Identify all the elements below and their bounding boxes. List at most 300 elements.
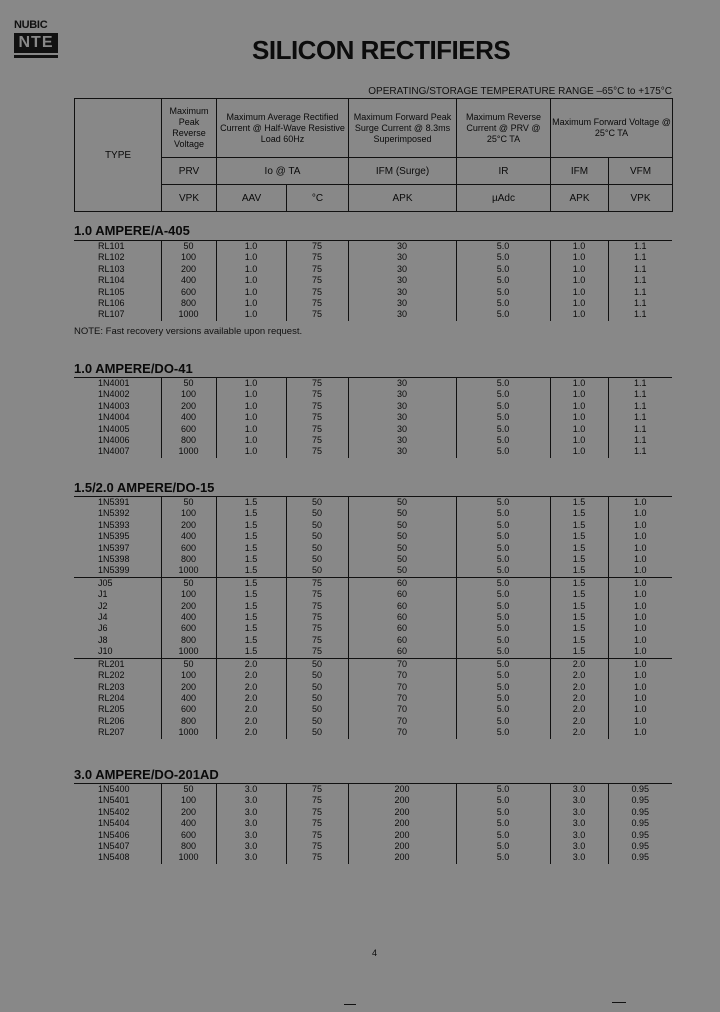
table-cell: 50 [286, 693, 348, 704]
table-cell: 1000 [161, 852, 216, 863]
table-cell: 5.0 [456, 670, 550, 681]
table-cell: 200 [161, 401, 216, 412]
part-number: 1N5392 [98, 508, 130, 519]
table-row [74, 412, 672, 423]
table-cell: 5.0 [456, 830, 550, 841]
part-number: RL201 [74, 658, 161, 670]
table-cell: 50 [161, 497, 216, 509]
table-row [74, 658, 672, 670]
table-cell: 200 [348, 830, 456, 841]
table-row [74, 446, 672, 457]
table-cell: 5.0 [456, 435, 550, 446]
table-cell: 1.0 [550, 298, 608, 309]
table-cell: 200 [348, 807, 456, 818]
part-number: 1N5408 [98, 852, 130, 863]
table-row [74, 554, 672, 565]
table-row [74, 252, 672, 263]
table-cell: 50 [286, 565, 348, 577]
table-cell: 5.0 [456, 520, 550, 531]
table-cell: 75 [286, 623, 348, 634]
table-cell: 3.0 [216, 818, 286, 829]
page-title: SILICON RECTIFIERS [252, 35, 511, 65]
table-cell: 600 [161, 424, 216, 435]
table-cell: 5.0 [456, 818, 550, 829]
table-cell: 3.0 [216, 807, 286, 818]
table-cell: 5.0 [456, 497, 550, 509]
table-cell: 1.1 [608, 446, 672, 457]
table-cell: 0.95 [608, 807, 672, 818]
table-cell: 1.0 [608, 646, 672, 658]
table-cell: 75 [286, 841, 348, 852]
part-number: 1N5402 [98, 806, 130, 817]
table-cell: 1.1 [608, 264, 672, 275]
table-cell: 400 [161, 818, 216, 829]
table-cell: 30 [348, 241, 456, 253]
table-cell: 1.0 [550, 264, 608, 275]
table-cell: 1.0 [608, 520, 672, 531]
part-number: RL102 [98, 252, 125, 263]
table-cell: 1.5 [216, 646, 286, 658]
part-number: 1N5391 [98, 497, 130, 507]
table-cell: 1.0 [216, 241, 286, 253]
table-cell: 5.0 [456, 612, 550, 623]
table-cell: 1.5 [216, 531, 286, 542]
table-cell: 1.5 [550, 554, 608, 565]
table-cell: 75 [286, 635, 348, 646]
part-number: RL204 [98, 692, 125, 703]
table-cell: 5.0 [456, 601, 550, 612]
table-cell: 1.0 [216, 275, 286, 286]
table-cell: 1.0 [550, 241, 608, 253]
table-cell: 1.0 [216, 378, 286, 390]
table-cell: 200 [161, 520, 216, 531]
part-number: 1N4001 [98, 378, 130, 388]
surge-description: Maximum Forward Peak Surge Current @ 8.3ms Superimposed [349, 99, 457, 158]
table-cell: 3.0 [550, 841, 608, 852]
table-cell: 30 [348, 435, 456, 446]
table-cell: 200 [161, 264, 216, 275]
table-cell: 1.5 [550, 531, 608, 542]
table-cell: 75 [286, 852, 348, 863]
part-number: 1N5398 [98, 554, 130, 565]
table-cell: 600 [161, 830, 216, 841]
table-row [74, 635, 672, 646]
table-cell: 0.95 [608, 818, 672, 829]
table-cell: 5.0 [456, 543, 550, 554]
table-cell: 75 [286, 646, 348, 658]
table-cell: 1.5 [550, 635, 608, 646]
table-cell: 50 [161, 658, 216, 670]
table-cell: 0.95 [608, 841, 672, 852]
unit-apk: APK [349, 185, 457, 212]
table-cell: 30 [348, 446, 456, 457]
table-cell: 0.95 [608, 852, 672, 863]
table-cell: 1.0 [608, 682, 672, 693]
table-cell: 75 [286, 612, 348, 623]
table-cell: 50 [286, 543, 348, 554]
table-cell: 30 [348, 424, 456, 435]
part-number: J4 [98, 612, 108, 623]
table-cell: 30 [348, 275, 456, 286]
table-cell: 70 [348, 670, 456, 681]
part-number: 1N4002 [98, 389, 130, 400]
type-header: TYPE [75, 99, 162, 212]
table-cell: 30 [348, 252, 456, 263]
table-cell: 1.1 [608, 389, 672, 400]
table-cell: 200 [161, 601, 216, 612]
part-number: RL205 [98, 704, 125, 715]
table-cell: 5.0 [456, 635, 550, 646]
table-cell: 1.0 [550, 378, 608, 390]
part-number: RL203 [98, 681, 125, 692]
table-row [74, 670, 672, 681]
table-cell: 2.0 [550, 727, 608, 738]
table-cell: 1.5 [550, 589, 608, 600]
table-cell: 3.0 [550, 818, 608, 829]
part-number: J8 [98, 634, 108, 645]
table-cell: 50 [348, 554, 456, 565]
table-cell: 800 [161, 554, 216, 565]
table-cell: 75 [286, 401, 348, 412]
table-cell: 5.0 [456, 309, 550, 320]
table-cell: 1.0 [608, 601, 672, 612]
table-cell: 30 [348, 378, 456, 390]
table-cell: 5.0 [456, 531, 550, 542]
table-cell: 50 [286, 670, 348, 681]
table-cell: 75 [286, 298, 348, 309]
table-cell: 100 [161, 252, 216, 263]
table-cell: 1.0 [216, 401, 286, 412]
temperature-range: OPERATING/STORAGE TEMPERATURE RANGE –65°C to +175°C [368, 86, 672, 97]
table-row [74, 612, 672, 623]
table-row [74, 784, 672, 796]
table-cell: 0.95 [608, 830, 672, 841]
table-cell: 1.5 [550, 601, 608, 612]
table-cell: 75 [286, 309, 348, 320]
part-number: RL106 [98, 298, 125, 309]
table-cell: 1.1 [608, 298, 672, 309]
table-cell: 1.0 [550, 309, 608, 320]
table-row [74, 727, 672, 738]
ifm-surge-symbol: IFM (Surge) [349, 158, 457, 185]
header-table [74, 98, 673, 212]
table-row [74, 378, 672, 390]
table-cell: 75 [286, 446, 348, 457]
table-cell: 1.0 [550, 389, 608, 400]
table-cell: 5.0 [456, 704, 550, 715]
section-title: 3.0 AMPERE/DO-201AD [74, 767, 219, 782]
table-cell: 0.95 [608, 795, 672, 806]
table-row [74, 589, 672, 600]
table-cell: 1.0 [608, 635, 672, 646]
part-number: 1N5404 [98, 818, 130, 829]
footer-mark-left [344, 1004, 356, 1005]
table-row [74, 287, 672, 298]
table-cell: 75 [286, 795, 348, 806]
table-cell: 2.0 [550, 716, 608, 727]
table-cell: 1.0 [216, 287, 286, 298]
table-cell: 2.0 [550, 658, 608, 670]
table-cell: 30 [348, 287, 456, 298]
table-cell: 1.1 [608, 424, 672, 435]
table-cell: 1.5 [216, 497, 286, 509]
table-cell: 1.1 [608, 435, 672, 446]
rectifier-table [74, 496, 672, 739]
table-cell: 75 [286, 435, 348, 446]
part-number: J10 [98, 646, 113, 657]
unit-aav: AAV [217, 185, 287, 212]
table-cell: 1.0 [550, 252, 608, 263]
table-cell: 5.0 [456, 795, 550, 806]
table-cell: 1.5 [216, 635, 286, 646]
vf-description: Maximum Forward Voltage @ 25°C TA [551, 99, 673, 158]
table-cell: 50 [286, 704, 348, 715]
table-cell: 5.0 [456, 424, 550, 435]
table-cell: 1.1 [608, 309, 672, 320]
table-cell: 2.0 [216, 704, 286, 715]
table-cell: 1.0 [216, 446, 286, 457]
table-row [74, 716, 672, 727]
table-row [74, 543, 672, 554]
table-cell: 75 [286, 389, 348, 400]
table-cell: 1.5 [550, 577, 608, 589]
table-cell: 5.0 [456, 577, 550, 589]
table-cell: 50 [348, 531, 456, 542]
rectifier-table [74, 240, 672, 321]
table-cell: 1.5 [216, 565, 286, 577]
table-row [74, 435, 672, 446]
table-cell: 1.1 [608, 378, 672, 390]
table-row [74, 241, 672, 253]
table-cell: 70 [348, 693, 456, 704]
table-cell: 5.0 [456, 658, 550, 670]
table-cell: 100 [161, 508, 216, 519]
table-cell: 1.0 [216, 424, 286, 435]
table-row [74, 646, 672, 658]
table-cell: 1.5 [216, 543, 286, 554]
table-cell: 5.0 [456, 275, 550, 286]
table-cell: 1.5 [550, 565, 608, 577]
table-cell: 1.5 [216, 589, 286, 600]
table-cell: 3.0 [216, 795, 286, 806]
table-cell: 75 [286, 601, 348, 612]
part-number: 1N4006 [98, 435, 130, 446]
table-cell: 5.0 [456, 378, 550, 390]
table-row [74, 508, 672, 519]
table-cell: 200 [348, 841, 456, 852]
ir-description: Maximum Reverse Current @ PRV @ 25°C TA [457, 99, 551, 158]
part-number: 1N5395 [98, 531, 130, 542]
table-cell: 30 [348, 264, 456, 275]
table-cell: 1.0 [608, 658, 672, 670]
table-cell: 70 [348, 727, 456, 738]
table-cell: 50 [286, 658, 348, 670]
table-cell: 1.5 [216, 623, 286, 634]
table-cell: 50 [286, 520, 348, 531]
table-cell: 50 [161, 378, 216, 390]
table-cell: 50 [348, 508, 456, 519]
table-row [74, 852, 672, 863]
table-cell: 1.1 [608, 412, 672, 423]
table-cell: 1.0 [216, 264, 286, 275]
table-cell: 50 [286, 554, 348, 565]
ir-symbol: IR [457, 158, 551, 185]
table-cell: 1.5 [550, 623, 608, 634]
table-cell: 50 [286, 497, 348, 509]
table-cell: 600 [161, 287, 216, 298]
table-cell: 60 [348, 635, 456, 646]
part-number: 1N5407 [98, 841, 130, 852]
table-cell: 1.0 [550, 424, 608, 435]
table-row [74, 841, 672, 852]
table-cell: 70 [348, 658, 456, 670]
section-title: 1.0 AMPERE/DO-41 [74, 361, 193, 376]
table-cell: 5.0 [456, 287, 550, 298]
table-cell: 30 [348, 298, 456, 309]
table-cell: 5.0 [456, 412, 550, 423]
part-number: RL103 [98, 263, 125, 274]
table-cell: 50 [286, 716, 348, 727]
table-cell: 1.5 [550, 646, 608, 658]
table-cell: 30 [348, 389, 456, 400]
table-cell: 2.0 [550, 704, 608, 715]
table-cell: 50 [286, 531, 348, 542]
table-row [74, 401, 672, 412]
table-cell: 5.0 [456, 508, 550, 519]
table-cell: 70 [348, 716, 456, 727]
part-number: RL101 [98, 241, 125, 251]
table-cell: 100 [161, 795, 216, 806]
table-cell: 50 [286, 508, 348, 519]
table-cell: 1.5 [550, 520, 608, 531]
table-cell: 3.0 [216, 784, 286, 796]
table-cell: 800 [161, 716, 216, 727]
unit-vpk-forward: VPK [609, 185, 673, 212]
part-number: 1N4003 [98, 400, 130, 411]
table-cell: 1.5 [216, 520, 286, 531]
table-cell: 50 [286, 727, 348, 738]
table-cell: 50 [161, 784, 216, 796]
table-row [74, 298, 672, 309]
footer-mark-right [612, 1002, 626, 1003]
table-cell: 1000 [161, 646, 216, 658]
table-cell: 1.5 [550, 497, 608, 509]
table-cell: 5.0 [456, 241, 550, 253]
table-cell: 1.0 [216, 309, 286, 320]
table-cell: 75 [286, 264, 348, 275]
table-cell: 2.0 [550, 670, 608, 681]
table-cell: 75 [286, 784, 348, 796]
table-cell: 1.5 [216, 601, 286, 612]
table-cell: 1.1 [608, 401, 672, 412]
unit-degc: °C [287, 185, 349, 212]
table-cell: 5.0 [456, 401, 550, 412]
table-cell: 60 [348, 589, 456, 600]
table-cell: 30 [348, 401, 456, 412]
table-cell: 5.0 [456, 852, 550, 863]
part-number: 1N5406 [98, 829, 130, 840]
rectifier-table [74, 783, 672, 864]
prv-symbol: PRV [162, 158, 217, 185]
part-number: RL105 [98, 286, 125, 297]
table-row [74, 531, 672, 542]
table-cell: 1.1 [608, 241, 672, 253]
part-number: RL207 [98, 727, 125, 738]
table-cell: 800 [161, 635, 216, 646]
unit-uadc: µAdc [457, 185, 551, 212]
table-cell: 60 [348, 601, 456, 612]
table-cell: 600 [161, 543, 216, 554]
table-cell: 800 [161, 435, 216, 446]
table-cell: 200 [348, 818, 456, 829]
logo-top-text: NUBIC [14, 19, 48, 31]
table-cell: 1.0 [550, 435, 608, 446]
table-cell: 200 [348, 852, 456, 863]
table-cell: 400 [161, 693, 216, 704]
table-cell: 50 [348, 565, 456, 577]
table-cell: 2.0 [550, 693, 608, 704]
table-cell: 75 [286, 807, 348, 818]
table-cell: 400 [161, 612, 216, 623]
table-cell: 1.0 [608, 554, 672, 565]
table-cell: 3.0 [550, 852, 608, 863]
table-cell: 400 [161, 412, 216, 423]
table-cell: 50 [348, 520, 456, 531]
table-cell: 5.0 [456, 252, 550, 263]
table-row [74, 497, 672, 509]
table-cell: 70 [348, 682, 456, 693]
part-number: 1N5397 [98, 542, 130, 553]
table-cell: 75 [286, 818, 348, 829]
prv-description: Maximum Peak Reverse Voltage [162, 99, 217, 158]
page-number: 4 [372, 948, 378, 958]
table-cell: 1.0 [608, 716, 672, 727]
table-cell: 3.0 [550, 807, 608, 818]
table-cell: 1.1 [608, 252, 672, 263]
table-cell: 3.0 [216, 830, 286, 841]
table-row [74, 623, 672, 634]
table-cell: 50 [348, 497, 456, 509]
table-cell: 5.0 [456, 623, 550, 634]
table-cell: 75 [286, 241, 348, 253]
table-cell: 75 [286, 412, 348, 423]
part-number: 1N5400 [98, 784, 130, 794]
part-number: 1N4005 [98, 423, 130, 434]
table-cell: 30 [348, 412, 456, 423]
table-cell: 1.0 [550, 446, 608, 457]
table-cell: 1.0 [608, 612, 672, 623]
table-cell: 100 [161, 670, 216, 681]
ifm-symbol: IFM [551, 158, 609, 185]
table-cell: 2.0 [216, 716, 286, 727]
table-cell: 1.0 [608, 577, 672, 589]
table-cell: 60 [348, 646, 456, 658]
table-cell: 60 [348, 577, 456, 589]
table-cell: 75 [286, 287, 348, 298]
table-cell: 1.0 [608, 727, 672, 738]
table-cell: 1.5 [550, 543, 608, 554]
part-number: J6 [98, 623, 108, 634]
table-cell: 1.0 [216, 298, 286, 309]
part-number: RL104 [98, 275, 125, 286]
table-cell: 600 [161, 623, 216, 634]
table-cell: 5.0 [456, 554, 550, 565]
table-cell: 1.0 [608, 508, 672, 519]
table-cell: 5.0 [456, 264, 550, 275]
table-row [74, 818, 672, 829]
table-cell: 1.1 [608, 275, 672, 286]
table-cell: 1.0 [550, 287, 608, 298]
